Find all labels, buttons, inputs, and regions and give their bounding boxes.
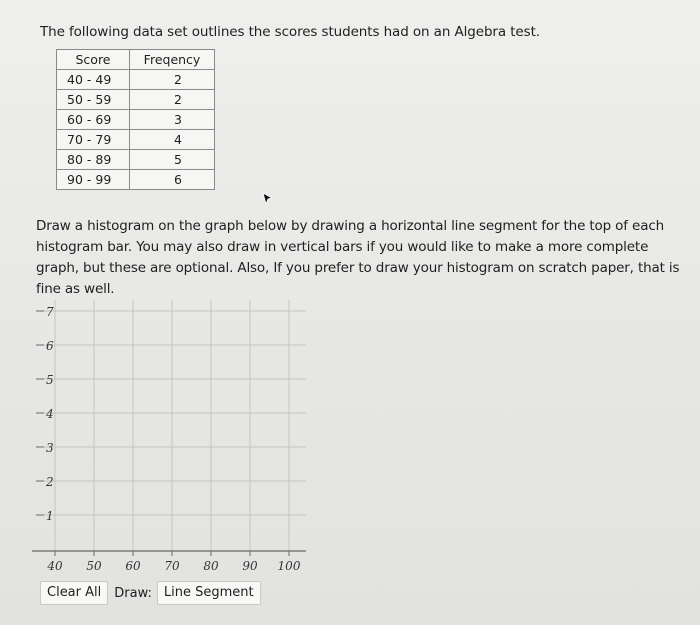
x-tick-label: 100: [277, 559, 301, 573]
y-tick-label: 7: [46, 305, 54, 319]
y-tick-label: 3: [46, 441, 54, 455]
draw-label: Draw:: [114, 585, 152, 601]
frequency-cell: 5: [130, 150, 215, 170]
frequency-cell: 2: [130, 70, 215, 90]
score-cell: 90 - 99: [57, 170, 130, 190]
line-segment-tool-button[interactable]: Line Segment: [157, 581, 261, 605]
score-cell: 40 - 49: [57, 70, 130, 90]
histogram-drawing-area[interactable]: [36, 298, 306, 550]
score-cell: 50 - 59: [57, 90, 130, 110]
x-tick-label: 70: [164, 559, 180, 573]
frequency-cell: 2: [130, 90, 215, 110]
table-row: [57, 70, 215, 90]
frequency-cell: 4: [130, 130, 215, 150]
intro-text: The following data set outlines the scores students had on an Algebra test.: [40, 24, 540, 40]
frequency-cell: 3: [130, 110, 215, 130]
y-tick-label: 1: [46, 509, 54, 523]
score-cell: 80 - 89: [57, 150, 130, 170]
instructions-text: Draw a histogram on the graph below by drawing a horizontal line segment for the top of each histogram bar. You may also draw in vertical bars if you would like to make a more complete graph, but these are optional. Also, If you prefer to draw your histogram on scratch paper, that is fine as well.: [36, 218, 680, 297]
mouse-cursor-icon: [262, 192, 274, 206]
x-tick-label: 60: [125, 559, 141, 573]
x-tick-label: 50: [86, 559, 102, 573]
y-tick-label: 2: [46, 475, 54, 489]
table-row: [57, 90, 215, 110]
graph-toolbar: [40, 581, 261, 605]
frequency-cell: 6: [130, 170, 215, 190]
score-cell: 60 - 69: [57, 110, 130, 130]
x-tick-label: 80: [203, 559, 219, 573]
table-row: [57, 130, 215, 150]
x-tick-label: 40: [47, 559, 63, 573]
score-cell: 70 - 79: [57, 130, 130, 150]
table-row: [57, 110, 215, 130]
clear-all-button[interactable]: Clear All: [40, 581, 108, 605]
table-row: [57, 150, 215, 170]
table-row: [57, 170, 215, 190]
y-tick-label: 5: [46, 373, 54, 387]
y-tick-label: 6: [46, 339, 54, 353]
frequency-table: [56, 49, 215, 190]
score-column-header: Score: [57, 50, 130, 70]
table-header-row: [57, 50, 215, 70]
x-tick-label: 90: [242, 559, 258, 573]
frequency-column-header: Freqency: [130, 50, 215, 70]
y-tick-label: 4: [46, 407, 54, 421]
